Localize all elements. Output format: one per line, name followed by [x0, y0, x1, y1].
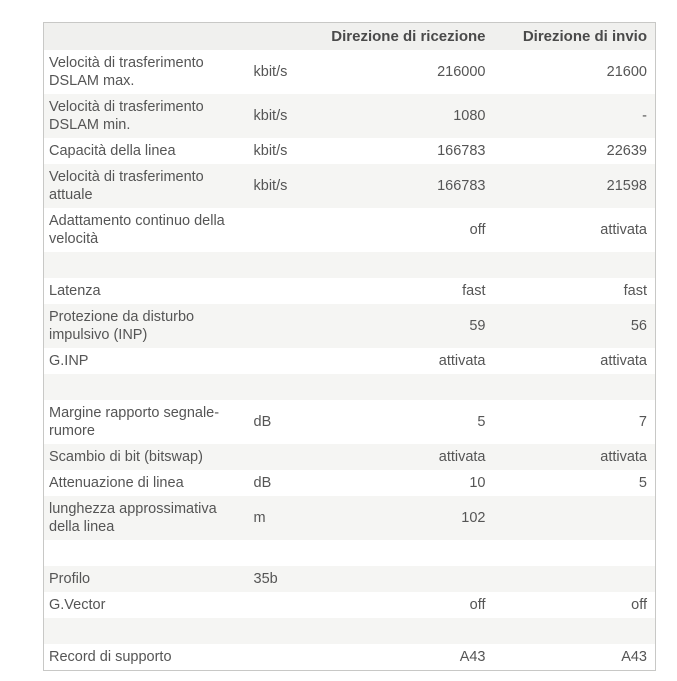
- row-label: Adattamento continuo della velocità: [49, 213, 225, 247]
- value-receive: 166783: [437, 143, 486, 159]
- table-row: [44, 592, 656, 618]
- row-label: Scambio di bit (bitswap): [49, 449, 203, 465]
- table-row: [44, 566, 656, 592]
- row-label: [44, 618, 246, 644]
- dsl-table-header: [44, 23, 656, 51]
- row-unit: [246, 618, 310, 644]
- row-unit: [246, 644, 310, 671]
- table-row: [44, 400, 656, 444]
- row-label: Capacità della linea: [49, 143, 176, 159]
- header-empty-label-cell: [44, 23, 246, 51]
- value-receive: attivata: [438, 353, 486, 369]
- row-label: [44, 252, 246, 278]
- table-row: [44, 138, 656, 164]
- table-row: [44, 50, 656, 94]
- header-send-direction: Direzione di invio: [494, 23, 656, 51]
- row-unit: 35b: [253, 571, 278, 587]
- value-send: 21600: [606, 64, 647, 80]
- value-receive: 10: [469, 475, 486, 491]
- row-unit: [246, 592, 310, 618]
- row-unit: [246, 540, 310, 566]
- value-send: attivata: [600, 449, 647, 465]
- value-receive: 216000: [437, 64, 486, 80]
- value-receive: off: [469, 222, 486, 238]
- row-unit: [246, 252, 310, 278]
- row-unit: dB: [253, 414, 272, 430]
- value-receive: A43: [459, 649, 486, 665]
- row-label: Latenza: [49, 283, 101, 299]
- table-row: [44, 644, 656, 671]
- value-send: [494, 566, 656, 592]
- value-receive: fast: [462, 283, 486, 299]
- header-empty-unit-cell: [246, 23, 310, 51]
- row-unit: m: [253, 510, 266, 526]
- value-send: 7: [638, 414, 647, 430]
- row-unit: dB: [253, 475, 272, 491]
- value-send: attivata: [600, 353, 647, 369]
- table-row: [44, 164, 656, 208]
- table-row: [44, 444, 656, 470]
- row-unit: kbit/s: [253, 178, 288, 194]
- dsl-table-body: [44, 50, 656, 671]
- value-send: [494, 252, 656, 278]
- row-label: Margine rapporto segnale-rumore: [49, 405, 220, 439]
- row-label: G.Vector: [49, 597, 106, 613]
- dsl-stats-panel: [43, 22, 656, 671]
- value-receive: off: [469, 597, 486, 613]
- row-unit: [246, 208, 310, 252]
- row-unit: [246, 444, 310, 470]
- table-row: [44, 208, 656, 252]
- row-label: [44, 540, 246, 566]
- table-row: [44, 348, 656, 374]
- dsl-stats-table: [43, 22, 656, 671]
- header-receive-direction: Direzione di ricezione: [310, 23, 494, 51]
- value-receive: [310, 374, 494, 400]
- row-unit: [246, 278, 310, 304]
- value-receive: [310, 618, 494, 644]
- value-receive: [310, 566, 494, 592]
- value-send: -: [642, 108, 647, 124]
- value-receive: [310, 252, 494, 278]
- value-send: 22639: [606, 143, 647, 159]
- row-label: Velocità di trasferimento attuale: [49, 169, 204, 203]
- row-unit: kbit/s: [253, 64, 288, 80]
- value-receive: attivata: [438, 449, 486, 465]
- table-row: [44, 470, 656, 496]
- spacer-row: [44, 618, 656, 644]
- value-send: [494, 618, 656, 644]
- value-send: 5: [638, 475, 647, 491]
- value-send: fast: [623, 283, 647, 299]
- row-label: G.INP: [49, 353, 89, 369]
- table-row: [44, 496, 656, 540]
- value-receive: [310, 540, 494, 566]
- row-unit: kbit/s: [253, 108, 288, 124]
- value-receive: 5: [477, 414, 486, 430]
- value-send: 21598: [606, 178, 647, 194]
- table-row: [44, 278, 656, 304]
- row-label: Attenuazione di linea: [49, 475, 184, 491]
- row-unit: kbit/s: [253, 143, 288, 159]
- row-label: [44, 374, 246, 400]
- table-row: [44, 94, 656, 138]
- row-label: Velocità di trasferimento DSLAM min.: [49, 99, 204, 133]
- row-label: Record di supporto: [49, 649, 172, 665]
- value-send: [494, 496, 656, 540]
- row-label: Protezione da disturbo impulsivo (INP): [49, 309, 195, 343]
- spacer-row: [44, 374, 656, 400]
- spacer-row: [44, 252, 656, 278]
- table-row: [44, 304, 656, 348]
- value-send: [494, 374, 656, 400]
- value-receive: 166783: [437, 178, 486, 194]
- row-label: lunghezza approssimativa della linea: [49, 501, 217, 535]
- header-row: [44, 23, 656, 51]
- spacer-row: [44, 540, 656, 566]
- value-send: off: [631, 597, 647, 613]
- value-send: [494, 540, 656, 566]
- value-receive: 59: [469, 318, 486, 334]
- value-send: 56: [630, 318, 647, 334]
- value-send: attivata: [600, 222, 647, 238]
- row-unit: [246, 374, 310, 400]
- value-send: A43: [621, 649, 647, 665]
- row-unit: [246, 348, 310, 374]
- row-label: Profilo: [49, 571, 91, 587]
- value-receive: 1080: [453, 108, 486, 124]
- row-unit: [246, 304, 310, 348]
- value-receive: 102: [461, 510, 486, 526]
- row-label: Velocità di trasferimento DSLAM max.: [49, 55, 204, 89]
